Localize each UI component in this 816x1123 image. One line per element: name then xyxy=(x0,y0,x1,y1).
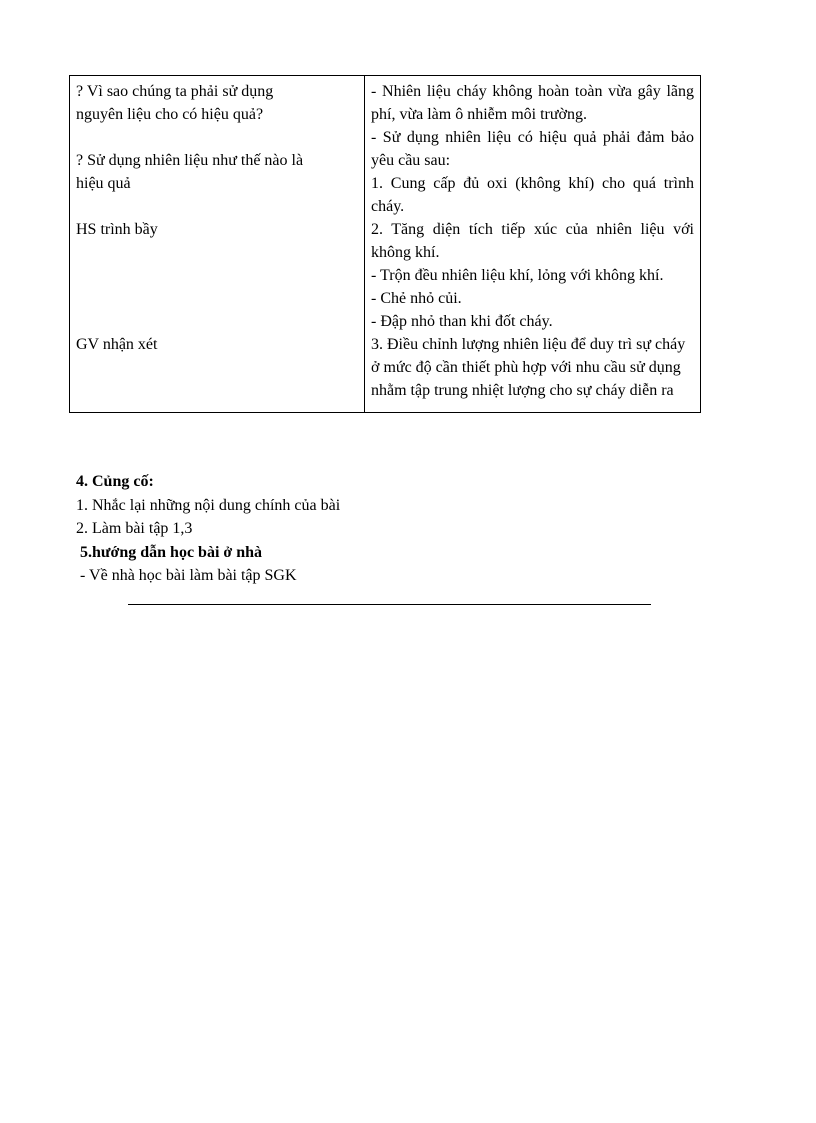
spacer xyxy=(76,126,358,149)
teacher-student-activity-cell xyxy=(70,76,365,413)
teacher-comments-line: GV nhận xét xyxy=(76,336,158,353)
content-paragraph: 1. Cung cấp đủ oxi (không khí) cho quá trình cháy. xyxy=(371,175,694,215)
content-paragraph: - Sử dụng nhiên liệu có hiệu quả phải đảm bảo yêu cầu sau: xyxy=(371,129,694,169)
homework-item: - Về nhà học bài làm bài tập SGK xyxy=(80,567,297,584)
content-cell xyxy=(365,76,701,413)
consolidation-item: 1. Nhắc lại những nội dung chính của bài xyxy=(76,496,341,514)
content-paragraph: 2. Tăng diện tích tiếp xúc của nhiên liệu với không khí. xyxy=(371,221,694,261)
consolidation-heading: 4. Củng cố: xyxy=(76,473,154,490)
section-divider-line xyxy=(128,604,651,605)
student-presents-line: HS trình bầy xyxy=(76,221,158,238)
question-2-line-1: ? Sử dụng nhiên liệu như thế nào là xyxy=(76,152,304,169)
content-paragraph: - Đập nhỏ than khi đốt cháy. xyxy=(371,313,553,330)
spacer xyxy=(76,241,358,333)
consolidation-item: 2. Làm bài tập 1,3 xyxy=(76,520,193,537)
homework-heading: 5.hướng dẫn học bài ở nhà xyxy=(80,543,263,561)
content-paragraph: 3. Điều chỉnh lượng nhiên liệu để duy trì sự cháy ở mức độ cần thiết phù hợp với nhu cầu sử dụng nhằm tập trung nhiệt lượng cho sự cháy diễn ra xyxy=(371,336,686,399)
question-1-line-1: ? Vì sao chúng ta phải sử dụng xyxy=(76,83,274,100)
table-row xyxy=(70,76,701,413)
lesson-table xyxy=(69,75,701,413)
question-1-line-2: nguyên liệu cho có hiệu quả? xyxy=(76,106,264,123)
content-paragraph: - Chẻ nhỏ củi. xyxy=(371,290,462,307)
spacer xyxy=(76,195,358,218)
question-2-line-2: hiệu quả xyxy=(76,175,131,192)
content-paragraph: - Nhiên liệu cháy không hoàn toàn vừa gây lãng phí, vừa làm ô nhiễm môi trường. xyxy=(371,83,694,123)
post-table-section xyxy=(76,470,340,588)
content-paragraph: - Trộn đều nhiên liệu khí, lỏng với không khí. xyxy=(371,267,664,284)
